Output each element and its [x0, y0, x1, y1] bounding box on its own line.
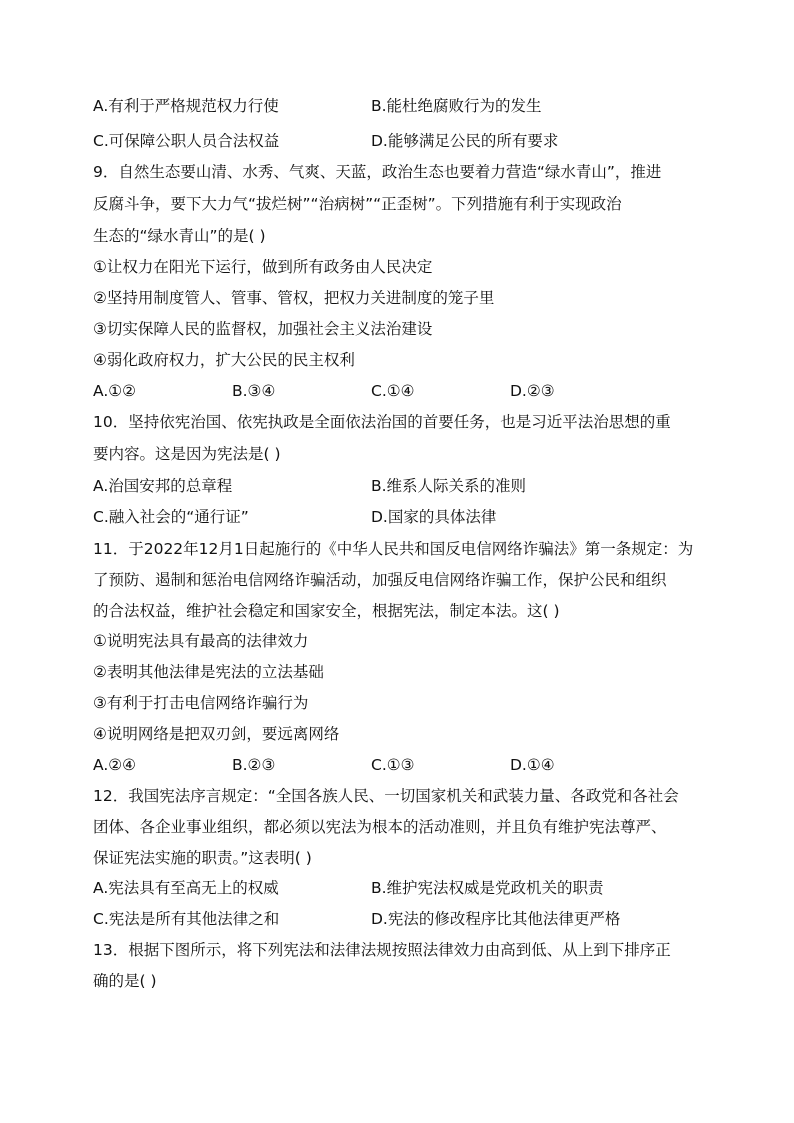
q11-option-c: C.①③ — [371, 756, 415, 774]
q11-option-b: B.②③ — [232, 756, 276, 774]
q11-stem-line-1: 11．于2022年12月1日起施行的《中华人民共和国反电信网络诈骗法》第一条规定：为 — [93, 540, 694, 558]
q12-option-a: A.宪法具有至高无上的权威 — [93, 879, 279, 897]
q8-option-a: A.有利于严格规范权力行使 — [93, 97, 279, 115]
q10-option-c: C.融入社会的“通行证” — [93, 508, 249, 526]
q12-stem-line-1: 12．我国宪法序言规定：“全国各族人民、一切国家机关和武装力量、各政党和各社会 — [93, 787, 679, 805]
q10-option-d: D.国家的具体法律 — [371, 508, 497, 526]
q10-stem-line-1: 10．坚持依宪治国、依宪执政是全面依法治国的首要任务，也是习近平法治思想的重 — [93, 413, 671, 431]
q12-stem-line-3: 保证宪法实施的职责。”这表明( ) — [93, 849, 312, 867]
q8-option-d: D.能够满足公民的所有要求 — [371, 132, 559, 150]
q10-option-a: A.治国安邦的总章程 — [93, 477, 233, 495]
q9-stem-line-1: 9．自然生态要山清、水秀、气爽、天蓝，政治生态也要着力营造“绿水青山”，推进 — [93, 163, 662, 181]
q9-item-1: ①让权力在阳光下运行，做到所有政务由人民决定 — [93, 258, 433, 276]
q9-option-a: A.①② — [93, 382, 137, 400]
q9-option-d: D.②③ — [510, 382, 555, 400]
q11-option-d: D.①④ — [510, 756, 555, 774]
q11-item-2: ②表明其他法律是宪法的立法基础 — [93, 663, 324, 681]
q11-stem-line-2: 了预防、遏制和惩治电信网络诈骗活动，加强反电信网络诈骗工作，保护公民和组织 — [93, 571, 667, 589]
q12-option-b: B.维护宪法权威是党政机关的职责 — [371, 879, 604, 897]
q11-option-a: A.②④ — [93, 756, 137, 774]
q9-item-2: ②坚持用制度管人、管事、管权，把权力关进制度的笼子里 — [93, 289, 495, 307]
q11-item-1: ①说明宪法具有最高的法律效力 — [93, 632, 309, 650]
q9-option-b: B.③④ — [232, 382, 276, 400]
q13-stem-line-2: 确的是( ) — [93, 972, 157, 990]
q11-stem-line-3: 的合法权益，维护社会稳定和国家安全，根据宪法，制定本法。这( ) — [93, 602, 560, 620]
q8-option-c: C.可保障公职人员合法权益 — [93, 132, 280, 150]
q8-option-b: B.能杜绝腐败行为的发生 — [371, 97, 542, 115]
q12-option-c: C.宪法是所有其他法律之和 — [93, 910, 280, 928]
q10-stem-line-2: 要内容。这是因为宪法是( ) — [93, 445, 281, 463]
q12-option-d: D.宪法的修改程序比其他法律更严格 — [371, 910, 621, 928]
q10-option-b: B.维系人际关系的准则 — [371, 477, 527, 495]
q9-stem-line-3: 生态的“绿水青山”的是( ) — [93, 227, 266, 245]
q11-item-4: ④说明网络是把双刃剑，要远离网络 — [93, 725, 340, 743]
q13-stem-line-1: 13．根据下图所示，将下列宪法和法律法规按照法律效力由高到低、从上到下排序正 — [93, 941, 671, 959]
q9-stem-line-2: 反腐斗争，要下大力气“拔烂树”“治病树”“正歪树”。下列措施有利于实现政治 — [93, 195, 622, 213]
q9-option-c: C.①④ — [371, 382, 415, 400]
q9-item-4: ④弱化政府权力，扩大公民的民主权利 — [93, 351, 355, 369]
q9-item-3: ③切实保障人民的监督权，加强社会主义法治建设 — [93, 320, 433, 338]
q11-item-3: ③有利于打击电信网络诈骗行为 — [93, 694, 309, 712]
q12-stem-line-2: 团体、各企业事业组织，都必须以宪法为根本的活动准则，并且负有维护宪法尊严、 — [93, 818, 667, 836]
